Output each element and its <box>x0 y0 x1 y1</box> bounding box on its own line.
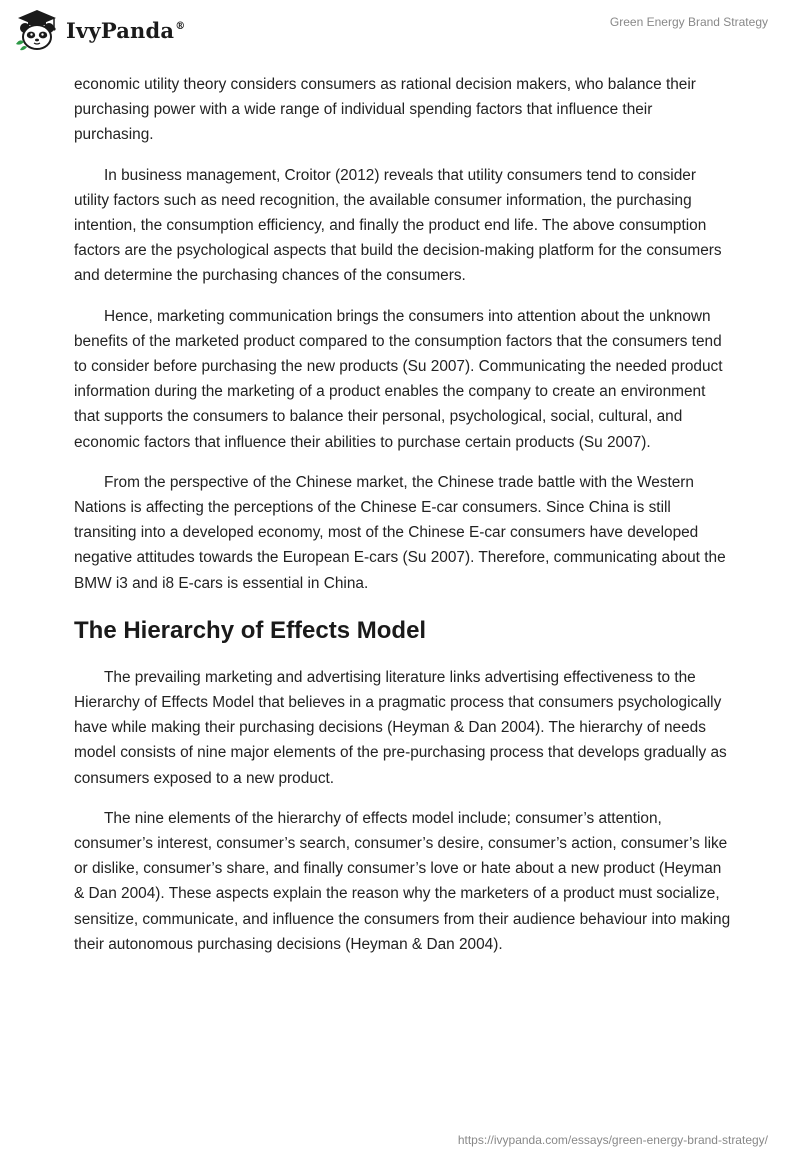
registered-mark: ® <box>175 20 186 32</box>
logo-wordmark <box>66 18 185 43</box>
section-heading: The Hierarchy of Effects Model <box>74 616 427 644</box>
essay-body <box>74 72 734 972</box>
paragraph: In business management, Croitor (2012) reveals that utility consumers tend to consider utility factors such as need recognition, the available consumer information, the purchasing intention, the consumption efficiency, and finally the product end life. The above consumption factors are the psychological aspects that build the decision-making platform for the consumers and determine the purchasing chances of the consumers. <box>74 166 722 285</box>
source-url[interactable]: https://ivypanda.com/essays/green-energy-brand-strategy/ <box>457 1133 768 1147</box>
paragraph: economic utility theory considers consumers as rational decision makers, who balance their purchasing power with a wide range of individual spending factors that influence their purchasing. <box>74 76 696 144</box>
paragraph: The prevailing marketing and advertising literature links advertising effectiveness to the Hierarchy of Effects Model that believes in a pragmatic process that consumers psychologically have while making their purchasing decisions (Heyman & Dan 2004). The hierarchy of needs model consists of nine major elements of the pre-purchasing process that develops gradually as consumers exposed to a new product. <box>74 668 727 787</box>
document-title: Green Energy Brand Strategy <box>609 15 768 29</box>
panda-graduate-icon <box>14 8 60 52</box>
ivypanda-logo[interactable] <box>14 8 185 52</box>
paragraph: The nine elements of the hierarchy of effects model include; consumer’s attention, consumer’s interest, consumer’s search, consumer’s desire, consumer’s action, consumer’s like or dislike, consumer’s share, and finally consumer’s love or hate about a new product (Heyman & Dan 2004). These aspects explain the reason why the marketers of a product must socialize, sensitize, communicate, and influence the consumers from their audience behaviour into making their autonomous purchasing decisions (Heyman & Dan 2004). <box>74 809 731 953</box>
paragraph: Hence, marketing communication brings the consumers into attention about the unknown benefits of the marketed product compared to the consumption factors that the consumers tend to consider before purchasing the new products (Su 2007). Communicating the needed product information during the marketing of a product enables the company to create an environment that supports the consumers to balance their personal, psychological, social, cultural, and economic factors that influence their abilities to purchase certain products (Su 2007). <box>74 307 723 451</box>
logo-text: IvyPanda <box>66 17 175 43</box>
page-header <box>0 0 800 62</box>
paragraph: From the perspective of the Chinese market, the Chinese trade battle with the Western Nations is affecting the perceptions of the Chinese E-car consumers. Since China is still transiting into a developed economy, most of the Chinese E-car consumers have developed negative attitudes towards the European E-cars (Su 2007). Therefore, communicating about the BMW i3 and i8 E-cars is essential in China. <box>74 473 726 592</box>
